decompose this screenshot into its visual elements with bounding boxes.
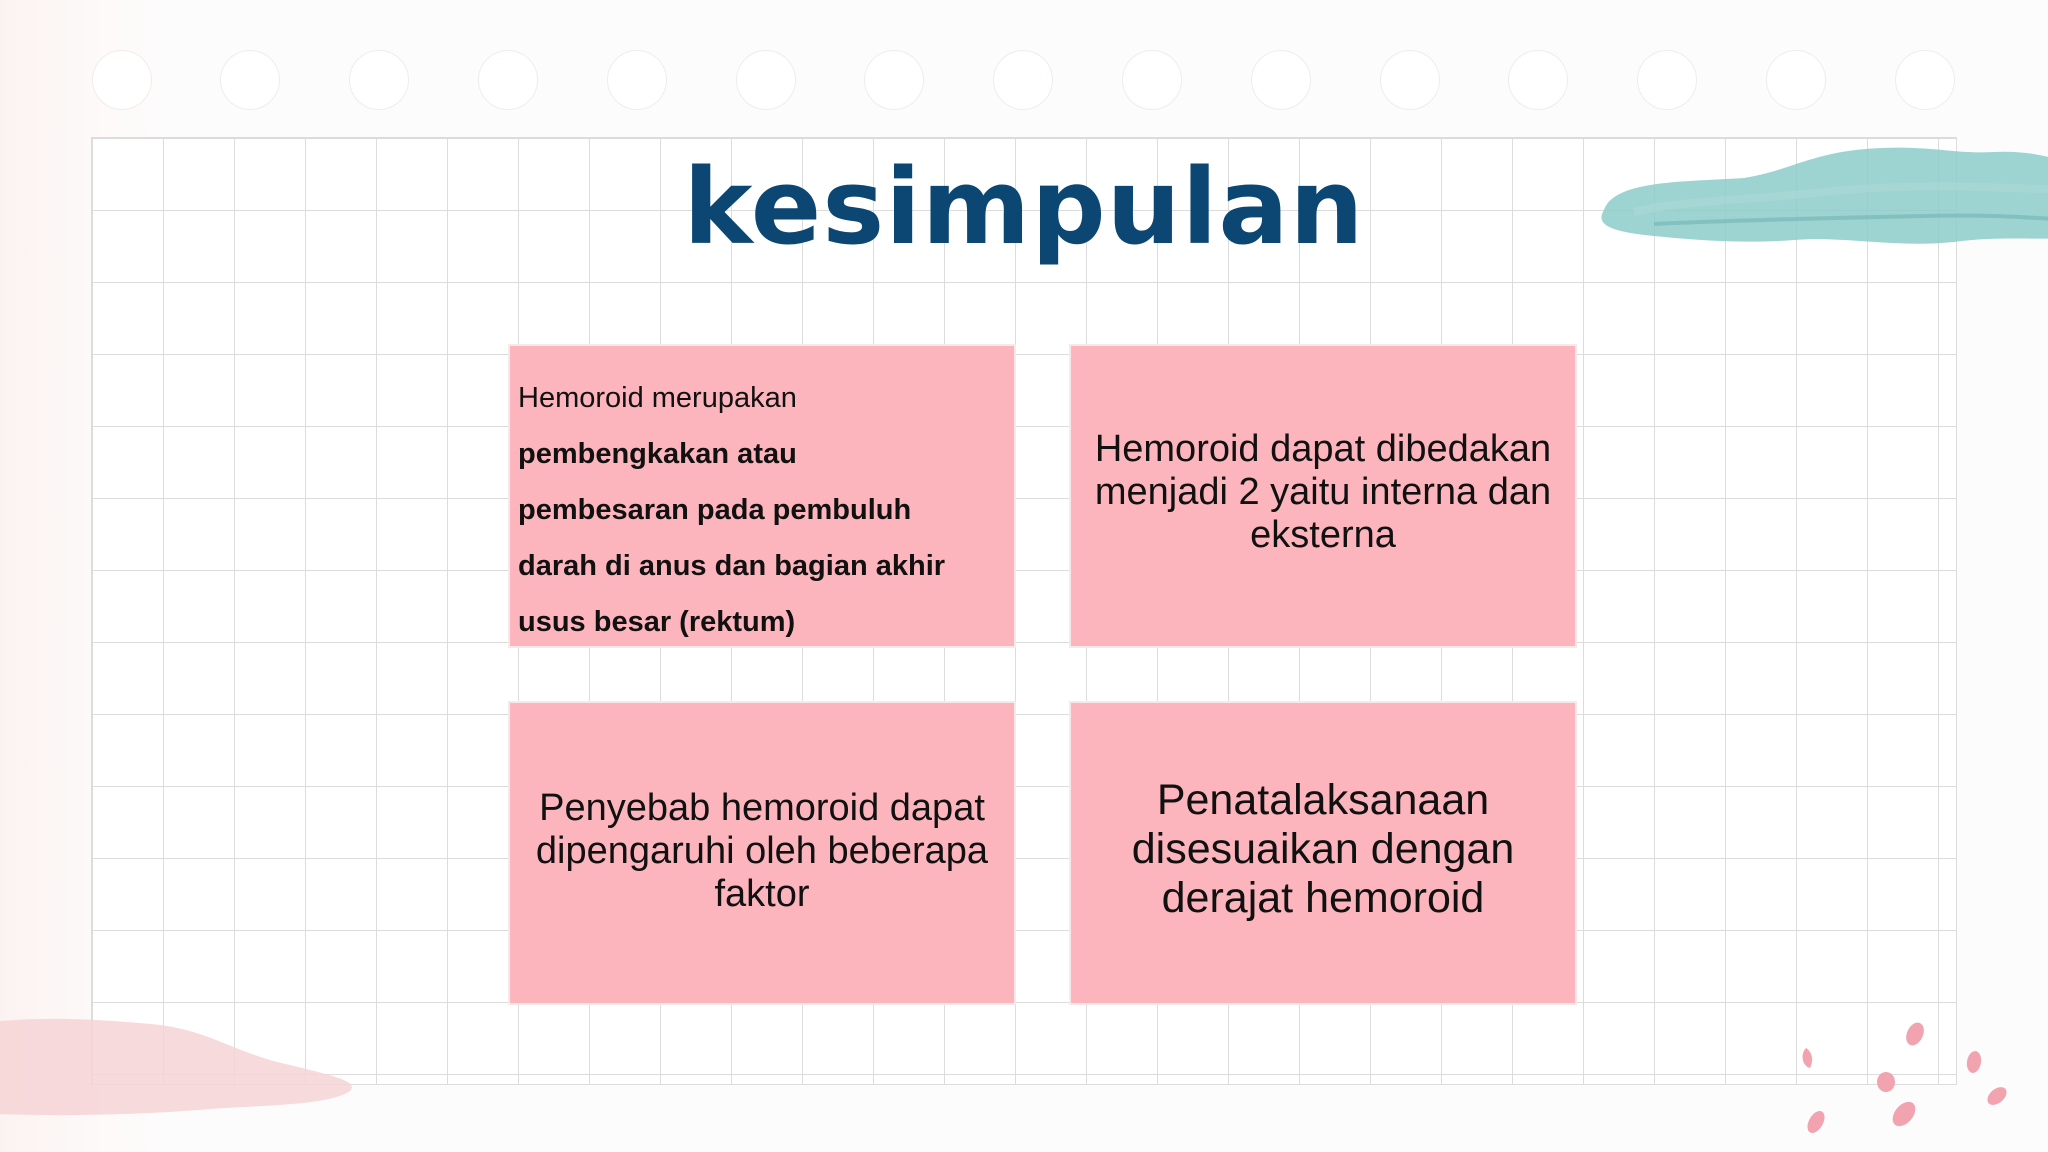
binder-hole (736, 50, 796, 110)
summary-card-treatment (1071, 703, 1575, 1003)
binder-hole (1637, 50, 1697, 110)
binder-hole (1508, 50, 1568, 110)
card-text: Penyebab hemoroid dapat dipengaruhi oleh beberapa faktor (535, 787, 989, 915)
binder-hole (1251, 50, 1311, 110)
card-text-line: darah di anus dan bagian akhir (518, 550, 946, 582)
binder-hole (92, 50, 152, 110)
summary-card-definition (510, 346, 1014, 646)
card-text-line: Hemoroid merupakan (518, 382, 797, 414)
grid-paper (91, 137, 1957, 1085)
pink-watercolor-splash (0, 1005, 360, 1125)
summary-card-types (1071, 346, 1575, 646)
binder-hole (1766, 50, 1826, 110)
binder-hole (607, 50, 667, 110)
binder-holes (0, 0, 2048, 140)
binder-hole (1380, 50, 1440, 110)
card-text-line: pembesaran pada pembuluh (518, 494, 912, 526)
binder-hole (1895, 50, 1955, 110)
binder-hole (349, 50, 409, 110)
binder-hole (993, 50, 1053, 110)
card-text: Penatalaksanaan disesuaikan dengan derajat hemoroid (1131, 776, 1515, 922)
summary-card-causes (510, 703, 1014, 1003)
card-text-line: pembengkakan atau (518, 438, 797, 470)
card-text-line: usus besar (rektum) (518, 606, 796, 638)
card-text: Hemoroid dapat dibedakan menjadi 2 yaitu interna dan eksterna (1094, 428, 1552, 556)
binder-hole (1122, 50, 1182, 110)
binder-hole (478, 50, 538, 110)
binder-hole (220, 50, 280, 110)
pink-petals (1780, 1010, 2048, 1152)
binder-hole (864, 50, 924, 110)
slide-title: kesimpulan (683, 146, 1365, 268)
